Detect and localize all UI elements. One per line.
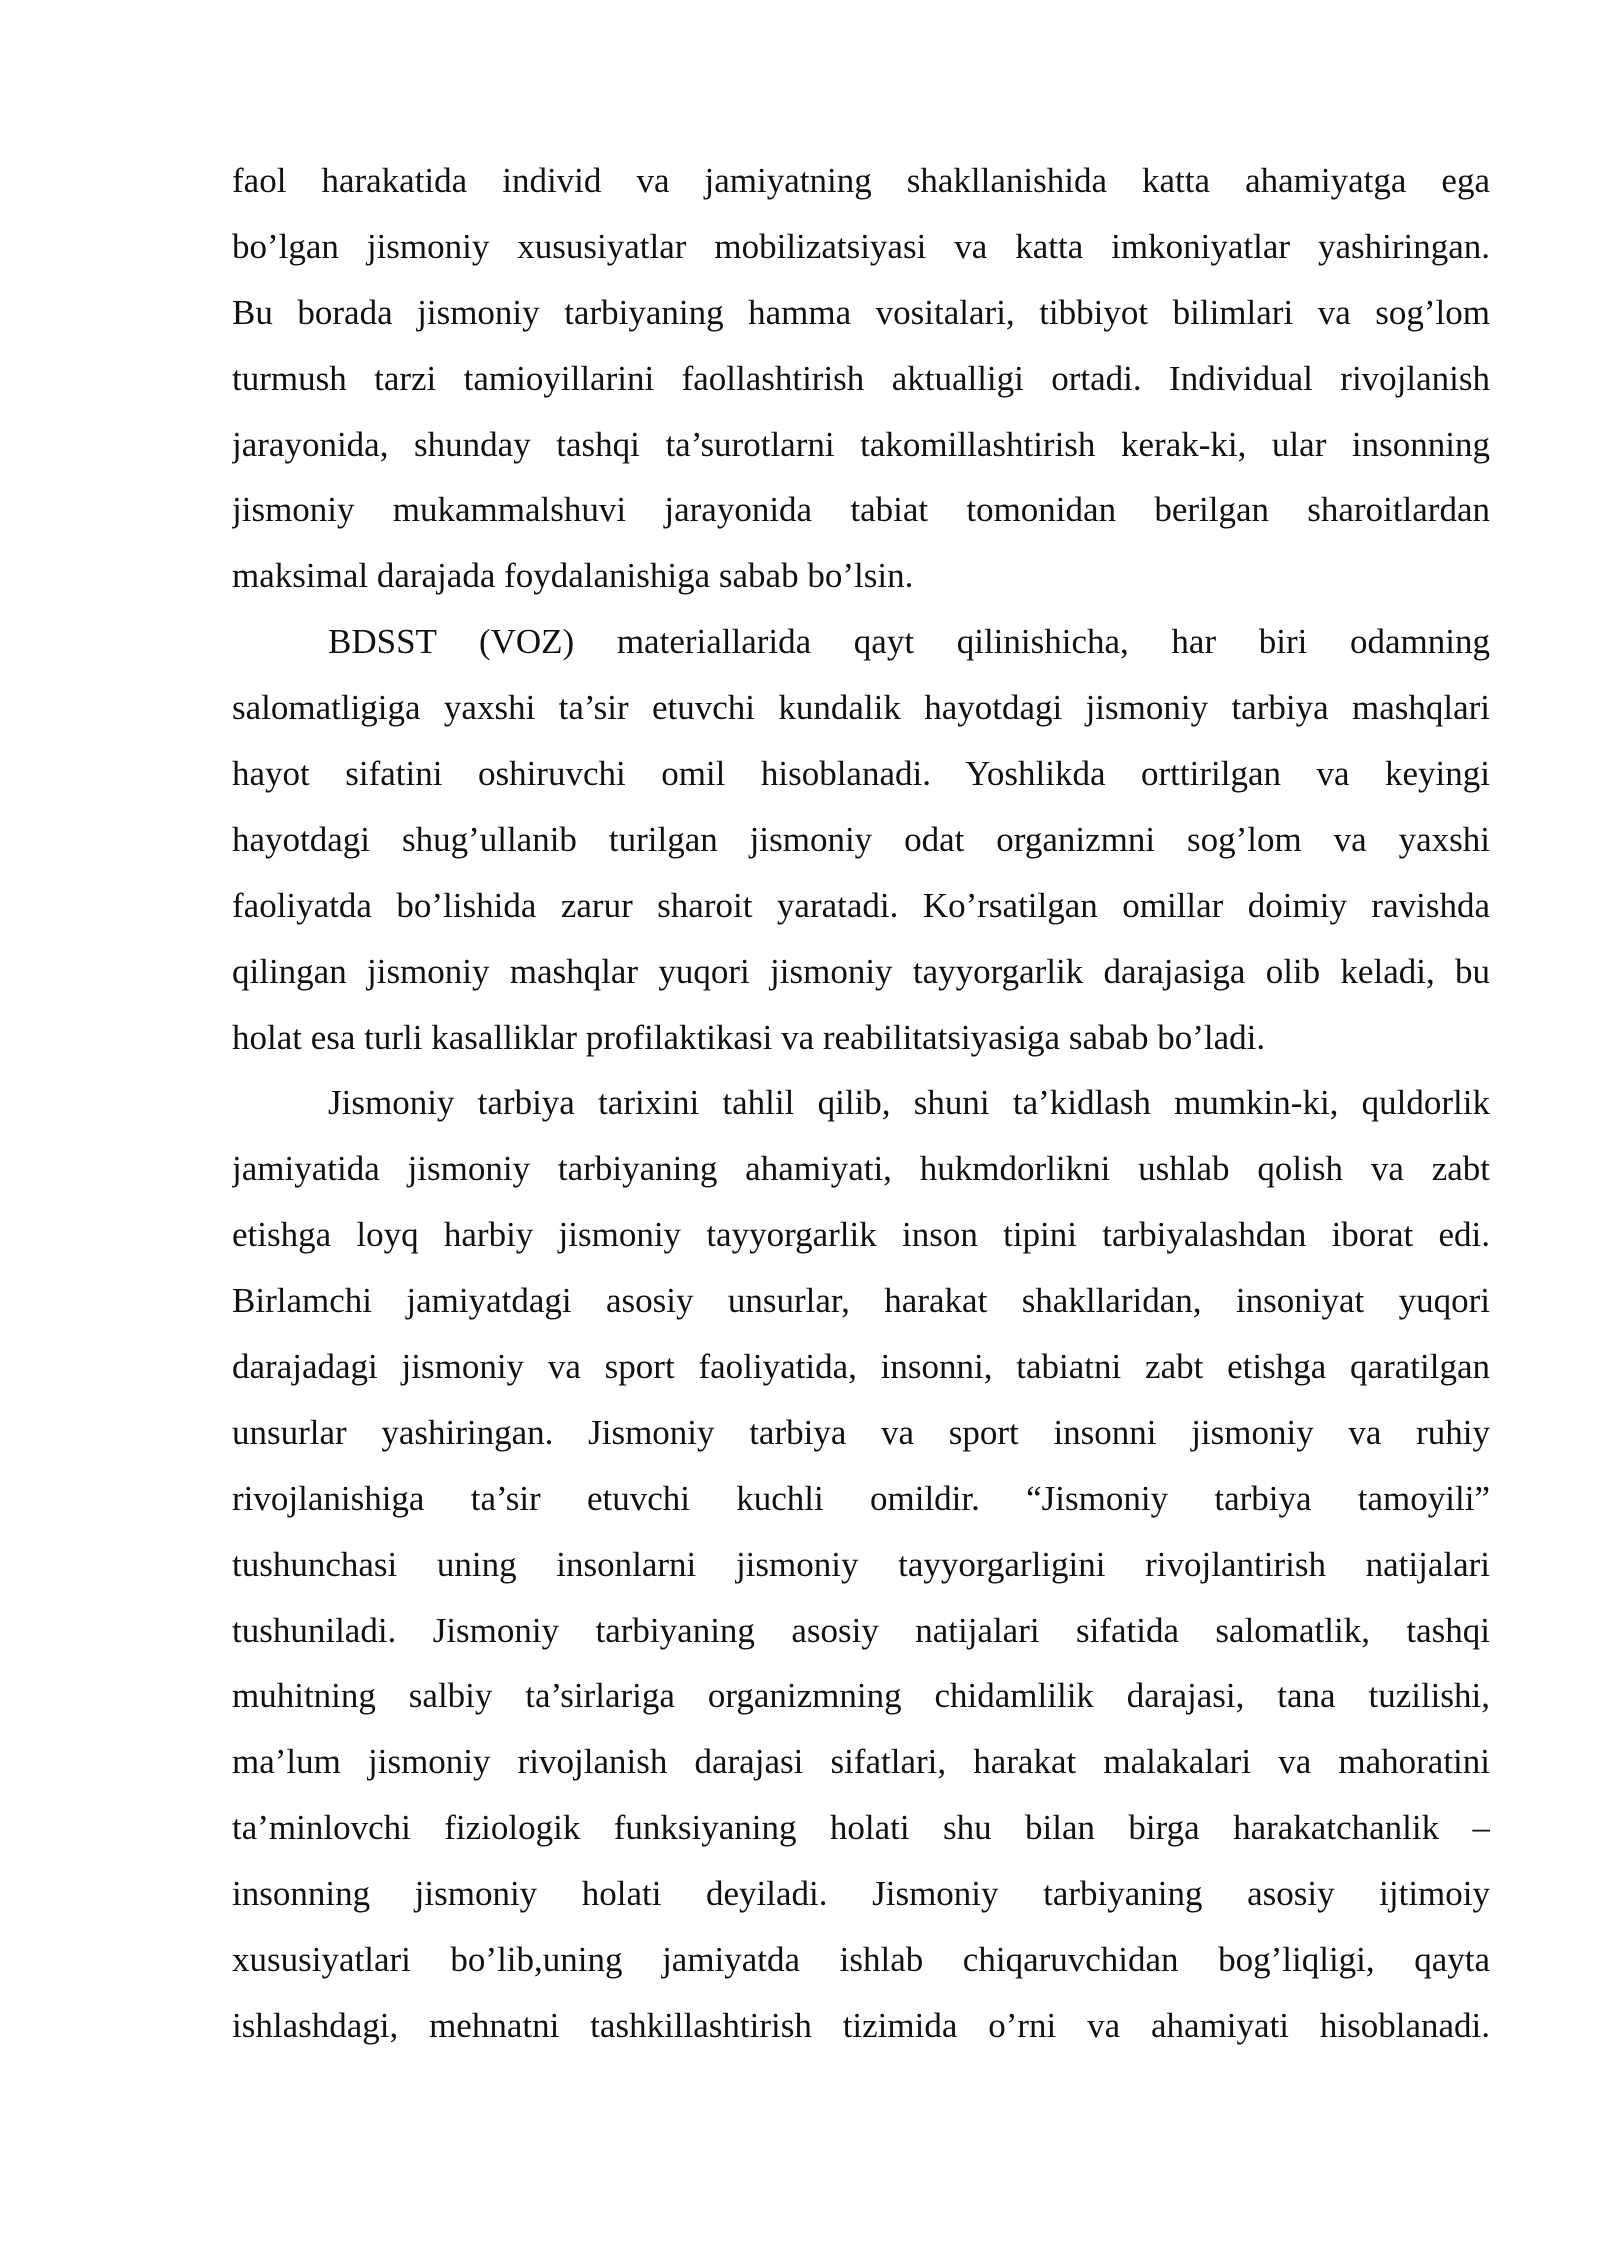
- text-line: jarayonida, shunday tashqi ta’surotlarni takomillashtirish kerak-ki, ular insonning: [232, 424, 1490, 464]
- text-line: tushuniladi. Jismoniy tarbiyaning asosiy natijalari sifatida salomatlik, tashqi: [232, 1610, 1490, 1650]
- text-line: unsurlar yashiringan. Jismoniy tarbiya va sport insonni jismoniy va ruhiy: [232, 1412, 1490, 1452]
- text-line: Bu borada jismoniy tarbiyaning hamma vositalari, tibbiyot bilimlari va sog’lom: [232, 292, 1490, 332]
- text-line: darajadagi jismoniy va sport faoliyatida, insonni, tabiatni zabt etishga qaratilgan: [232, 1347, 1490, 1387]
- text-line: hayotdagi shug’ullanib turilgan jismoniy odat organizmni sog’lom va yaxshi: [232, 819, 1490, 859]
- text-line: hayot sifatini oshiruvchi omil hisoblanadi. Yoshlikda orttirilgan va keyingi: [232, 754, 1490, 794]
- document-body: [232, 148, 1490, 2059]
- text-line: muhitning salbiy ta’sirlariga organizmning chidamlilik darajasi, tana tuzilishi,: [232, 1676, 1490, 1716]
- text-line: ta’minlovchi fiziologik funksiyaning holati shu bilan birga harakatchanlik –: [232, 1808, 1490, 1848]
- text-line: faol harakatida individ va jamiyatning shakllanishida katta ahamiyatga ega: [232, 161, 1490, 200]
- text-line: ishlashdagi, mehnatni tashkillashtirish tizimida o’rni va ahamiyati hisoblanadi.: [232, 2005, 1490, 2045]
- text-line: jamiyatida jismoniy tarbiyaning ahamiyati, hukmdorlikni ushlab qolish va zabt: [232, 1149, 1490, 1189]
- text-line: jismoniy mukammalshuvi jarayonida tabiat tomonidan berilgan sharoitlardan: [232, 490, 1490, 530]
- text-line: etishga loyq harbiy jismoniy tayyorgarlik inson tipini tarbiyalashdan iborat edi.: [232, 1215, 1490, 1255]
- text-line: bo’lgan jismoniy xususiyatlar mobilizatsiyasi va katta imkoniyatlar yashiringan.: [232, 226, 1490, 266]
- text-line: salomatligiga yaxshi ta’sir etuvchi kundalik hayotdagi jismoniy tarbiya mashqlari: [232, 688, 1490, 728]
- text-line: ma’lum jismoniy rivojlanish darajasi sifatlari, harakat malakalari va mahoratini: [232, 1742, 1490, 1782]
- text-line: turmush tarzi tamioyillarini faollashtirish aktualligi ortadi. Individual rivojlanish: [232, 358, 1490, 398]
- paragraph: [232, 148, 1490, 609]
- paragraph: [232, 1070, 1490, 2058]
- text-line: qilingan jismoniy mashqlar yuqori jismoniy tayyorgarlik darajasiga olib keladi, bu: [232, 951, 1490, 991]
- text-line: BDSST (VOZ) materiallarida qayt qilinishicha, har biri odamning: [328, 622, 1490, 662]
- text-line: tushunchasi uning insonlarni jismoniy tayyorgarligini rivojlantirish natijalari: [232, 1544, 1490, 1584]
- text-line: Jismoniy tarbiya tarixini tahlil qilib, shuni ta’kidlash mumkin-ki, quldorlik: [328, 1083, 1490, 1123]
- text-line: rivojlanishiga ta’sir etuvchi kuchli omildir. “Jismoniy tarbiya tamoyili”: [232, 1478, 1490, 1518]
- paragraph: [232, 609, 1490, 1070]
- text-line: holat esa turli kasalliklar profilaktikasi va reabilitatsiyasiga sabab bo’ladi.: [232, 1017, 1266, 1057]
- text-line: xususiyatlari bo’lib,uning jamiyatda ishlab chiqaruvchidan bog’liqligi, qayta: [232, 1940, 1490, 1980]
- text-line: Birlamchi jamiyatdagi asosiy unsurlar, harakat shakllaridan, insoniyat yuqori: [232, 1281, 1490, 1321]
- text-line: faoliyatda bo’lishida zarur sharoit yaratadi. Ko’rsatilgan omillar doimiy ravishda: [232, 885, 1490, 925]
- text-line: insonning jismoniy holati deyiladi. Jismoniy tarbiyaning asosiy ijtimoiy: [232, 1874, 1490, 1914]
- text-line: maksimal darajada foydalanishiga sabab bo’lsin.: [232, 556, 914, 596]
